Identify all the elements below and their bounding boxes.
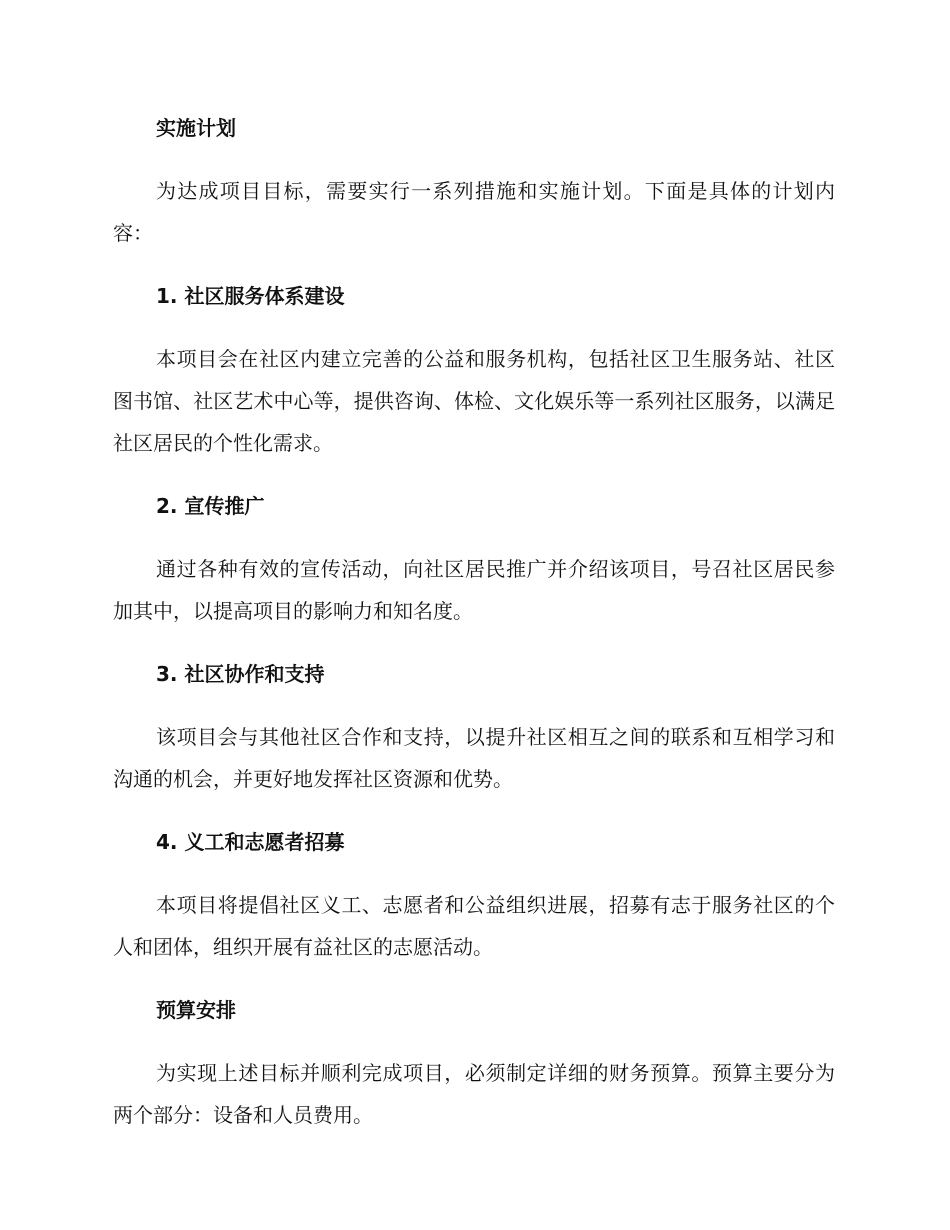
document-page	[113, 110, 835, 1136]
section-paragraph-implementation-plan: 为达成项目目标，需要实行一系列措施和实施计划。下面是具体的计划内容：	[113, 179, 835, 245]
section-heading-volunteers: 4. 义工和志愿者招募	[156, 830, 345, 854]
section-heading-community-service: 1. 社区服务体系建设	[156, 284, 345, 308]
section-paragraph-promotion: 通过各种有效的宣传活动，向社区居民推广并介绍该项目，号召社区居民参加其中，以提高项目的影响力和知名度。	[113, 557, 835, 623]
section-heading-promotion: 2. 宣传推广	[156, 494, 265, 518]
section-paragraph-collaboration: 该项目会与其他社区合作和支持，以提升社区相互之间的联系和互相学习和沟通的机会，并更好地发挥社区资源和优势。	[113, 725, 835, 791]
section-paragraph-volunteers: 本项目将提倡社区义工、志愿者和公益组织进展，招募有志于服务社区的个人和团体，组织开展有益社区的志愿活动。	[113, 893, 835, 959]
section-paragraph-budget: 为实现上述目标并顺利完成项目，必须制定详细的财务预算。预算主要分为两个部分：设备和人员费用。	[113, 1061, 835, 1127]
section-heading-budget: 预算安排	[156, 998, 236, 1022]
section-paragraph-community-service: 本项目会在社区内建立完善的公益和服务机构，包括社区卫生服务站、社区图书馆、社区艺术中心等，提供咨询、体检、文化娱乐等一系列社区服务，以满足社区居民的个性化需求。	[113, 347, 835, 455]
section-heading-collaboration: 3. 社区协作和支持	[156, 662, 325, 686]
section-heading-implementation-plan: 实施计划	[156, 116, 236, 140]
